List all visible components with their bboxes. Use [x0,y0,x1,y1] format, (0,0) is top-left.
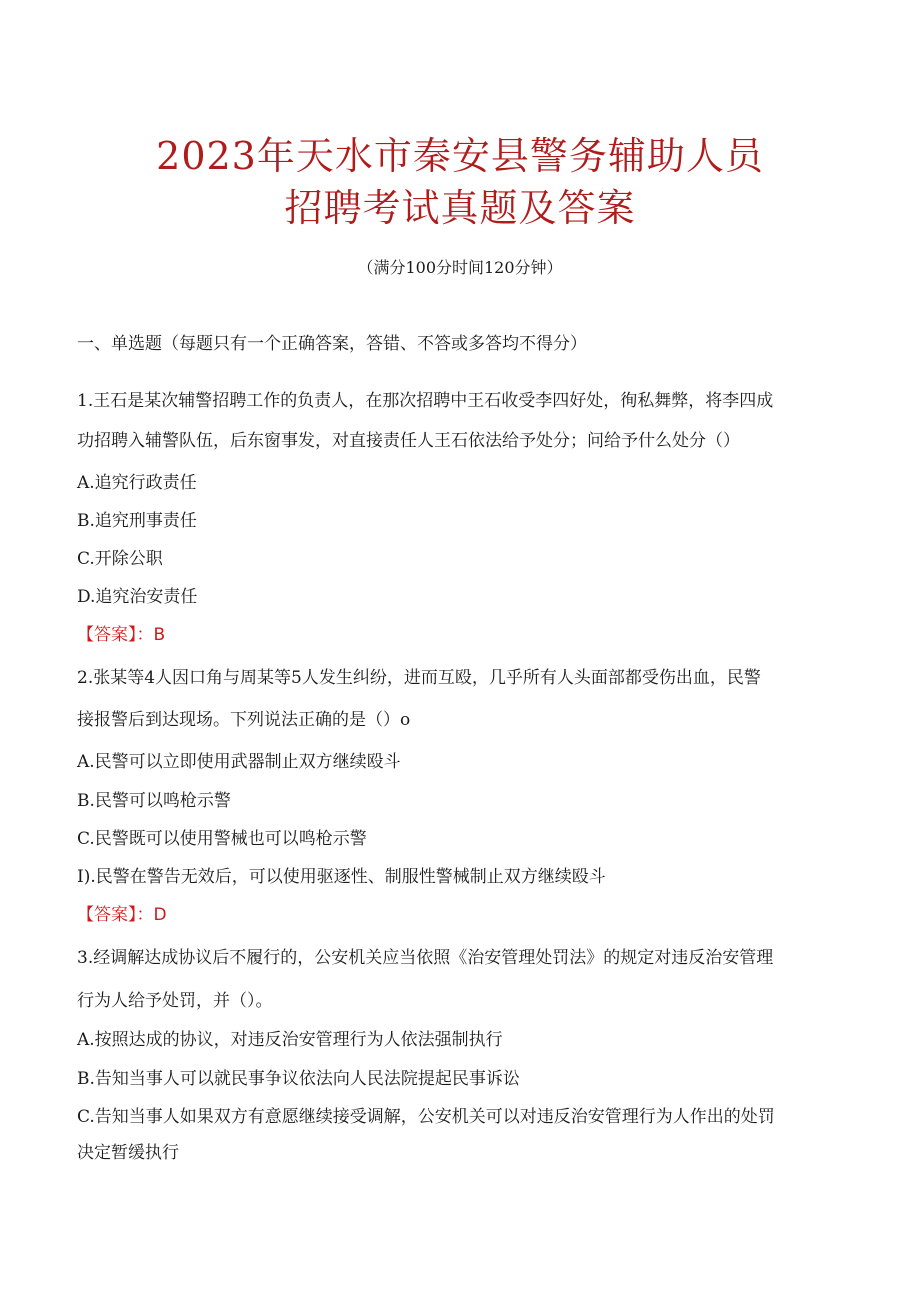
question-3-option-c-continued: 决定暂缓执行 [77,1143,179,1163]
question-1-option-d: D.追究治安责任 [77,587,198,607]
question-2-stem-line-2: 接报警后到达现场。下列说法正确的是（）o [77,710,411,730]
document-title-line-1: 2023年天水市秦安县警务辅助人员 [156,134,764,178]
document-title-line-2: 招聘考试真题及答案 [284,186,636,230]
question-1-option-b: B.追究刑事责任 [77,511,197,531]
question-1-stem-line-2: 功招聘入辅警队伍，后东窗事发，对直接责任人王石依法给予处分；问给予什么处分（） [77,431,740,451]
question-2-stem-line-1: 2.张某等4人因口角与周某等5人发生纠纷，进而互殴，几乎所有人头面部都受伤出血，民警 [77,668,761,688]
question-2-option-d: I).民警在警告无效后，可以使用驱逐性、制服性警械制止双方继续殴斗 [77,867,606,887]
question-1-option-a: A.追究行政责任 [77,473,197,493]
question-1-answer: 【答案】：B [77,625,166,645]
question-2-option-c: C.民警既可以使用警械也可以鸣枪示警 [77,829,367,849]
question-2-option-a: A.民警可以立即使用武器制止双方继续殴斗 [77,752,401,772]
section-heading: 一、单选题（每题只有一个正确答案，答错、不答或多答均不得分） [77,334,587,354]
question-3-stem-line-1: 3.经调解达成协议后不履行的，公安机关应当依照《治安管理处罚法》的规定对违反治安管理 [77,948,774,968]
question-3-stem-line-2: 行为人给予处罚，并（）。 [77,991,273,1011]
question-3-option-c: C.告知当事人如果双方有意愿继续接受调解，公安机关可以对违反治安管理行为人作出的处罚 [77,1107,775,1127]
exam-info: （满分100分时间120分钟） [357,258,563,277]
question-2-answer: 【答案】：D [77,905,167,925]
question-3-option-b: B.告知当事人可以就民事争议依法向人民法院提起民事诉讼 [77,1069,520,1089]
question-2-option-b: B.民警可以鸣枪示警 [77,791,231,811]
question-1-option-c: C.开除公职 [77,549,163,569]
question-3-option-a: A.按照达成的协议，对违反治安管理行为人依法强制执行 [77,1030,503,1050]
question-1-stem-line-1: 1.王石是某次辅警招聘工作的负责人，在那次招聘中王石收受李四好处，徇私舞弊，将李四成 [77,391,774,411]
